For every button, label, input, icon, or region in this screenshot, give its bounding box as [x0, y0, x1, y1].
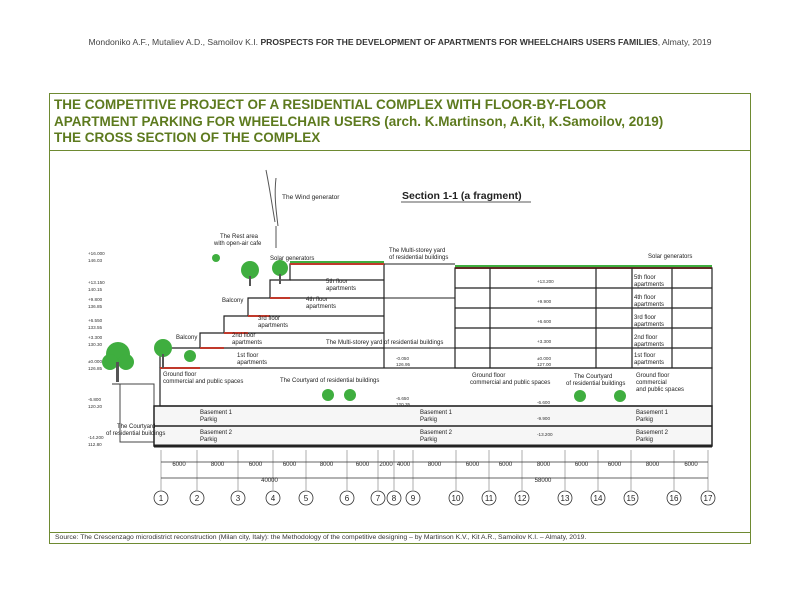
elevation-left: -6.800: [88, 397, 102, 402]
label-5th-apartments: apartments: [326, 286, 357, 292]
elevation-left: +3.300: [88, 335, 103, 340]
slide-title-line3: THE CROSS SECTION OF THE COMPLEX: [54, 130, 321, 145]
elevation-mid: -6.650: [396, 396, 410, 401]
label-3rd-floor: 3rd floor: [258, 316, 281, 322]
label-yard-mid: The Multi-storey yard of residential buildings: [326, 340, 444, 346]
elevation-left: -14.200: [88, 435, 104, 440]
dim-label: 6000: [172, 462, 186, 468]
ground-floor-band: [160, 368, 712, 406]
axis-label: 9: [410, 494, 416, 503]
label-parking2-mid: Parkig: [420, 437, 438, 443]
elevation-left: +9.800: [88, 297, 103, 302]
label-parking1-mid: Parkig: [420, 417, 438, 423]
label-balcony-1: Balcony: [222, 298, 244, 304]
elevation-left: 146.03: [88, 258, 103, 263]
header-authors: Mondoniko A.F., Mutaliev A.D., Samoilov K.I.: [88, 37, 259, 47]
label-yard-top-1: The Multi-storey yard: [389, 248, 446, 254]
dim-label: 6000: [574, 462, 589, 468]
elevation-left: +13.150: [88, 280, 105, 285]
axis-label: 16: [669, 494, 679, 503]
slide-title-line1: THE COMPETITIVE PROJECT OF A RESIDENTIAL COMPLEX WITH FLOOR-BY-FLOOR: [54, 97, 607, 112]
slide-title-line2: APARTMENT PARKING FOR WHEELCHAIR USERS (arch. K.Martinson, A.Kit, K.Samoilov, 2019): [54, 113, 664, 129]
label-public-right: and public spaces: [636, 387, 685, 393]
label-r-1st-apt: apartments: [634, 360, 665, 366]
label-rest-area-1: The Rest area: [220, 234, 259, 240]
dim-label: 8000: [536, 462, 551, 468]
elevation-right: -13.200: [537, 432, 553, 437]
section-title: Section 1-1 (a fragment): [402, 190, 522, 202]
axis-label: 13: [560, 494, 570, 503]
dim-label: 6000: [607, 462, 622, 468]
label-rest-area-2: with open-air cafe: [214, 241, 262, 247]
elevation-left: 140.15: [88, 287, 103, 292]
elevation-right: 127.00: [537, 362, 552, 367]
elevation-left: ±0.000: [88, 359, 103, 364]
label-solar-right: Solar generators: [648, 254, 693, 260]
label-r-4th: 4th floor: [634, 295, 656, 301]
label-basement2-mid: Basement 2: [420, 430, 453, 436]
axis-label: 11: [484, 494, 494, 503]
elevation-right: +9.900: [537, 299, 552, 304]
multi-storey-yard: [384, 264, 455, 348]
dimension-chain: [161, 462, 708, 484]
dim-label: 8000: [645, 462, 660, 468]
dim-label: 8000: [427, 462, 442, 468]
label-courtyard: The Courtyard of residential buildings: [280, 378, 380, 384]
label-1st-apartments: apartments: [237, 360, 268, 366]
label-3rd-apartments: apartments: [258, 323, 289, 329]
label-r-2nd-apt: apartments: [634, 342, 665, 348]
label-parking1-right: Parkig: [636, 417, 654, 423]
label-r-3rd-apt: apartments: [634, 322, 665, 328]
elevation-left: 120.20: [88, 404, 103, 409]
dim-label: 6000: [498, 462, 513, 468]
label-courtyard-left-1: The Courtyard: [117, 424, 156, 430]
dim-total-label: 40000: [261, 478, 278, 484]
elevation-left: 133.55: [88, 325, 103, 330]
dim-total-label: 58000: [534, 478, 552, 484]
axis-label: 17: [703, 494, 713, 503]
label-solar-left: Solar generators: [270, 256, 315, 262]
dim-label: 6000: [465, 462, 480, 468]
label-r-3rd: 3rd floor: [634, 315, 657, 321]
label-r-5th: 5th floor: [634, 275, 656, 281]
label-r-4th-apt: apartments: [634, 302, 665, 308]
label-wind-generator: The Wind generator: [282, 194, 340, 201]
axis-label: 8: [391, 494, 397, 503]
dim-label: 4000: [396, 462, 411, 468]
label-commercial: commercial and public spaces: [163, 379, 244, 385]
elevation-mid: -0.050: [396, 356, 410, 361]
label-courtyard-left-2: of residential buildings: [106, 431, 166, 437]
label-r-1st: 1st floor: [634, 353, 656, 359]
label-4th-apartments: apartments: [306, 304, 337, 310]
elevation-right: +13.200: [537, 279, 554, 284]
label-balcony-2: Balcony: [176, 335, 198, 341]
elevation-left: 112.80: [88, 442, 102, 447]
axis-label: 1: [158, 494, 164, 503]
label-parking2-right: Parkig: [636, 437, 654, 443]
elevation-right: -6.600: [537, 400, 551, 405]
dim-label: 6000: [355, 462, 370, 468]
label-basement1-mid: Basement 1: [420, 410, 453, 416]
right-building: [455, 268, 712, 368]
elevation-left: +16.000: [88, 251, 105, 256]
axis-label: 7: [375, 494, 381, 503]
header-title: PROSPECTS FOR THE DEVELOPMENT OF APARTMENTS FOR WHEELCHAIRS USERS FAMILIES: [260, 37, 658, 47]
elevation-mid: 120.35: [396, 402, 411, 407]
elevation-mid: 126.95: [396, 362, 411, 367]
axis-label: 5: [303, 494, 309, 503]
elevation-left: 126.85: [88, 366, 103, 371]
label-courtyard-r-1: The Courtyard: [574, 374, 613, 380]
label-ground-floor-right: Ground floor: [636, 373, 670, 379]
axis-label: 3: [235, 494, 241, 503]
wind-generator-icon: [266, 170, 278, 248]
axis-grid: [154, 450, 715, 505]
label-basement2-left: Basement 2: [200, 430, 233, 436]
label-ground-floor-mid: Ground floor: [472, 373, 506, 379]
label-yard-top-2: of residential buildings: [389, 255, 449, 261]
elevation-right: ±0.000: [537, 356, 552, 361]
source-note: Source: The Crescenzago microdistrict reconstruction (Milan city, Italy): the Methodology of the competitive designing – by Martinson K.V., Kit A.R., Samoilov K.I. – Almaty, 2019.: [55, 534, 587, 541]
axis-label: 15: [626, 494, 636, 503]
elevation-right: -9.900: [537, 416, 551, 421]
label-r-2nd: 2nd floor: [634, 335, 658, 341]
axis-label: 12: [517, 494, 527, 503]
elevation-right: +6.600: [537, 319, 552, 324]
elevation-left: 130.30: [88, 342, 103, 347]
label-5th-floor: 5th floor: [326, 279, 348, 285]
dim-label: 6000: [282, 462, 297, 468]
axis-label: 2: [194, 494, 200, 503]
label-basement1-right: Basement 1: [636, 410, 669, 416]
label-parking1-left: Parkig: [200, 417, 218, 423]
elevation-left: +6.550: [88, 318, 103, 323]
dim-label: 2000: [379, 462, 393, 468]
label-parking2-left: Parkig: [200, 437, 218, 443]
label-r-5th-apt: apartments: [634, 282, 665, 288]
dim-label: 6000: [684, 462, 698, 468]
label-4th-floor: 4th floor: [306, 297, 328, 303]
label-1st-floor: 1st floor: [237, 353, 259, 359]
elevation-left: 136.85: [88, 304, 103, 309]
label-courtyard-r-2: of residential buildings: [566, 381, 626, 387]
axis-label: 14: [593, 494, 603, 503]
label-2nd-apartments: apartments: [232, 340, 263, 346]
elevation-right: +3.300: [537, 339, 552, 344]
label-basement2-right: Basement 2: [636, 430, 669, 436]
label-commercial-mid: commercial and public spaces: [470, 380, 551, 386]
header-place-year: , Almaty, 2019: [657, 37, 712, 47]
label-commercial-right: commercial: [636, 380, 667, 386]
source-divider: [49, 532, 751, 533]
axis-label: 4: [270, 494, 276, 503]
axis-label: 10: [451, 494, 461, 503]
dim-label: 8000: [319, 462, 334, 468]
label-ground-floor: Ground floor: [163, 372, 197, 378]
dim-label: 6000: [248, 462, 263, 468]
axis-label: 6: [344, 494, 350, 503]
dim-label: 8000: [210, 462, 225, 468]
label-2nd-floor: 2nd floor: [232, 333, 256, 339]
label-basement1-left: Basement 1: [200, 410, 233, 416]
